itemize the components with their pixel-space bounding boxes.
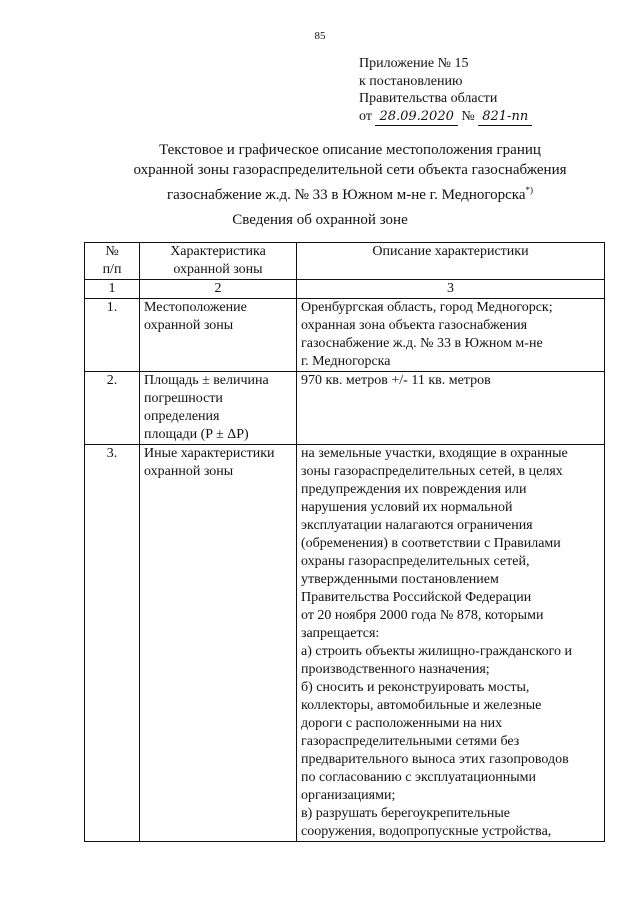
row-description xyxy=(297,372,605,445)
column-number: 3 xyxy=(297,280,605,299)
table-row xyxy=(85,445,605,842)
cell-line: охранной зоны xyxy=(144,464,234,479)
cell-line: организациями; xyxy=(301,788,396,803)
cell-line: в) разрушать берегоукрепительные xyxy=(301,806,511,821)
title-line-3 xyxy=(70,180,630,205)
cell-line: охранная зона объекта газоснабжения xyxy=(301,318,528,333)
cell-line: зоны газораспределительных сетей, в целях xyxy=(301,464,563,479)
cell-line: (обременения) в соответствии с Правилами xyxy=(301,536,561,551)
cell-line: 970 кв. метров +/- 11 кв. метров xyxy=(301,373,491,388)
title-line: газоснабжение ж.д. № 33 в Южном м-не г. Медногорска xyxy=(166,187,526,203)
row-number: 3. xyxy=(85,445,140,842)
cell-line: по согласованию с эксплуатационными xyxy=(301,770,536,785)
header-text: Описание характеристики xyxy=(372,244,529,259)
header-characteristic xyxy=(140,243,297,280)
appendix-line: Правительства области xyxy=(359,91,498,106)
cell-line: газоснабжение ж.д. № 33 в Южном м-не xyxy=(301,336,543,351)
column-number-row xyxy=(85,280,605,299)
page-number: 85 xyxy=(314,30,326,42)
cell-line: эксплуатации налагаются ограничения xyxy=(301,518,533,533)
cell-line: утвержденными постановлением xyxy=(301,572,499,587)
cell-line: запрещается: xyxy=(301,626,380,641)
protection-zone-table xyxy=(84,242,605,842)
row-characteristic xyxy=(140,372,297,445)
title-line: Текстовое и графическое описание местоположения границ xyxy=(159,142,541,158)
cell-line: Местоположение xyxy=(144,300,247,315)
header-text: п/п xyxy=(102,262,122,277)
row-description xyxy=(297,445,605,842)
header-text: № xyxy=(105,244,119,259)
footnote-mark: *) xyxy=(525,185,534,195)
number-prefix: № xyxy=(461,108,475,124)
table-header-row xyxy=(85,243,605,280)
row-description xyxy=(297,299,605,372)
column-number: 1 xyxy=(85,280,140,299)
cell-line: Правительства Российской Федерации xyxy=(301,590,532,605)
date-prefix: от xyxy=(359,108,372,124)
cell-line: охраны газораспределительных сетей, xyxy=(301,554,530,569)
cell-line: площади (P ± ΔP) xyxy=(144,427,249,442)
table-row xyxy=(85,299,605,372)
cell-line: г. Медногорска xyxy=(301,354,391,369)
appendix-date-line xyxy=(359,108,532,127)
column-number: 2 xyxy=(140,280,297,299)
cell-line: предупреждения их повреждения или xyxy=(301,482,527,497)
cell-line: Площадь ± величина xyxy=(144,373,269,388)
cell-line: дороги с расположенными на них xyxy=(301,716,503,731)
document-title xyxy=(70,140,630,205)
cell-line: коллекторы, автомобильные и железные xyxy=(301,698,542,713)
handwritten-number: 821-пп xyxy=(478,108,532,127)
appendix-line: Приложение № 15 xyxy=(359,56,469,71)
row-characteristic xyxy=(140,445,297,842)
row-characteristic xyxy=(140,299,297,372)
cell-line: Иные характеристики xyxy=(144,446,275,461)
section-heading: Сведения об охранной зоне xyxy=(232,212,408,228)
cell-line: на земельные участки, входящие в охранные xyxy=(301,446,568,461)
table-row xyxy=(85,372,605,445)
cell-line: охранной зоны xyxy=(144,318,234,333)
cell-line: от 20 ноября 2000 года № 878, которыми xyxy=(301,608,544,623)
cell-line: а) строить объекты жилищно-гражданского и xyxy=(301,644,572,659)
header-description xyxy=(297,243,605,280)
cell-line: определения xyxy=(144,409,220,424)
row-number: 2. xyxy=(85,372,140,445)
handwritten-date: 28.09.2020 xyxy=(375,108,457,127)
appendix-line: к постановлению xyxy=(359,73,463,89)
cell-line: погрешности xyxy=(144,391,223,406)
cell-line: Оренбургская область, город Медногорск; xyxy=(301,300,553,315)
title-line: охранной зоны газораспределительной сети объекта газоснабжения xyxy=(133,162,567,178)
cell-line: б) сносить и реконструировать мосты, xyxy=(301,680,530,695)
row-number: 1. xyxy=(85,299,140,372)
cell-line: сооружения, водопропускные устройства, xyxy=(301,824,552,839)
header-text: охранной зоны xyxy=(173,262,263,277)
header-text: Характеристика xyxy=(170,244,266,259)
appendix-block xyxy=(359,55,532,126)
cell-line: предварительного выноса этих газопроводов xyxy=(301,752,569,767)
cell-line: нарушения условий их нормальной xyxy=(301,500,513,515)
header-num xyxy=(85,243,140,280)
cell-line: производственного назначения; xyxy=(301,662,490,677)
cell-line: газораспределительными сетями без xyxy=(301,734,520,749)
